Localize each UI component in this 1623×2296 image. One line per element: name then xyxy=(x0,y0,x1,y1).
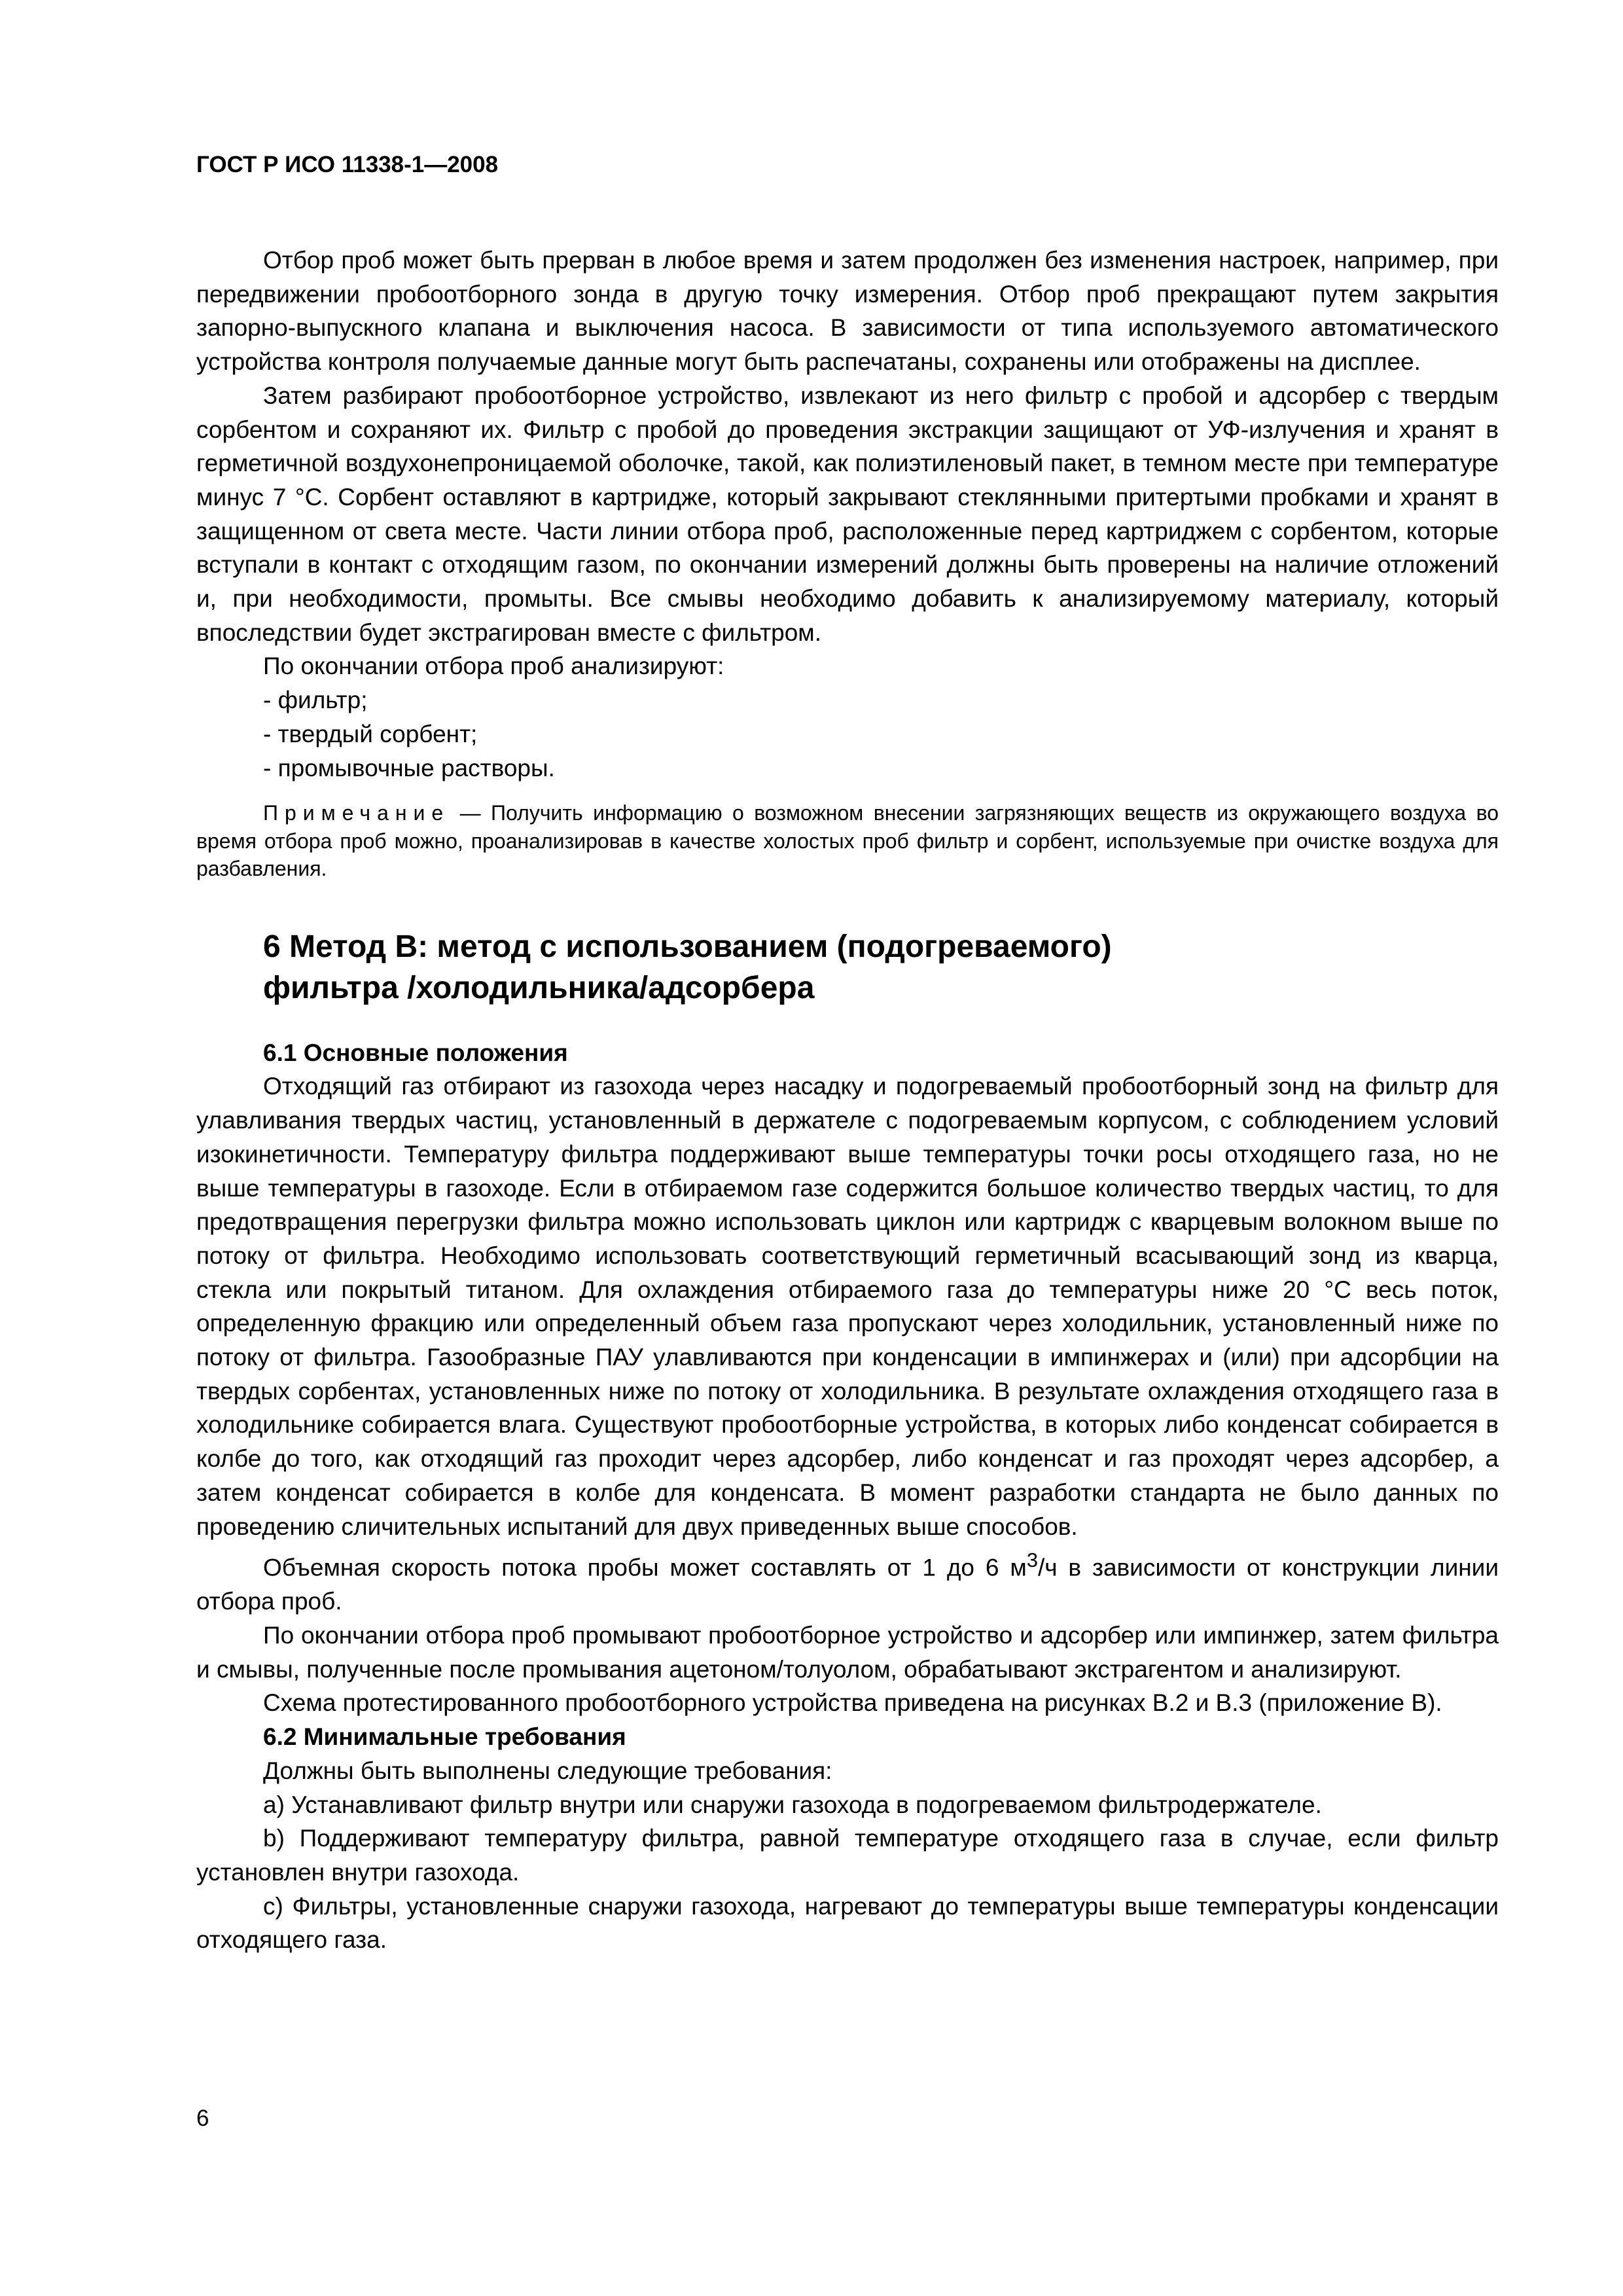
subsection-6-1-paragraph-2 xyxy=(196,1543,1499,1619)
requirement-c: с) Фильтры, установленные снаружи газохода, нагревают до температуры выше температуры конденсации отходящего газа. xyxy=(196,1892,1499,1954)
subsection-6-2-title: 6.2 Минимальные требования xyxy=(263,1723,626,1751)
subsection-6-2-intro: Должны быть выполнены следующие требования: xyxy=(263,1757,832,1784)
subsection-6-1-paragraph-1: Отходящий газ отбирают из газохода через насадку и подогреваемый пробоотборный зонд на фильтр для улавливания твердых частиц, установленный в держателе с подогреваемым корпусом, с соблюдением условий изокинетичности. Температуру фильтра поддерживают выше температуры точки росы отходящего газа, но не выше температуры в газоходе. Если в отбираемом газе содержится большое количество твердых частиц, то для предотвращения перегрузки фильтра можно использовать циклон или картридж с кварцевым волокном выше по потоку от фильтра. Необходимо использовать соответствующий герметичный всасывающий зонд из кварца, стекла или покрытый титаном. Для охлаждения отбираемого газа до температуры ниже 20 °С весь поток, определенную фракцию или определенный объем газа пропускают через холодильник, установленный ниже по потоку от фильтра. Газообразные ПАУ улавливаются при конденсации в импинжерах и (или) при адсорбции на твердых сорбентах, установленных ниже по потоку от холодильника. В результате охлаждения отходящего газа в холодильнике собирается влага. Существуют пробоотборные устройства, в которых либо конденсат собирается в колбе до того, как отходящий газ проходит через адсорбер, либо конденсат и газ проходят через адсорбер, а затем конденсат собирается в колбе для конденсата. В момент разработки стандарта не было данных по проведению сличительных испытаний для двух приведенных выше способов. xyxy=(196,1073,1499,1540)
subsection-6-1-paragraph-3: По окончании отбора проб промывают пробоотборное устройство и адсорбер или импинжер, затем фильтра и смывы, полученные после промывания ацетоном/толуолом, обрабатывают экстрагентом и анализируют. xyxy=(196,1622,1499,1683)
section-6-title-line-2: фильтра /холодильника/адсорбера xyxy=(263,970,815,1005)
subsection-6-1-paragraph-4: Схема протестированного пробоотборного устройства приведена на рисунках В.2 и В.3 (приложение В). xyxy=(263,1689,1442,1717)
requirement-a: а) Устанавливают фильтр внутри или снаружи газохода в подогреваемом фильтродержателе. xyxy=(263,1791,1322,1818)
section-6-title-line-1: 6 Метод В: метод с использованием (подогреваемого) xyxy=(263,929,1112,964)
note-label: Примечание xyxy=(263,801,450,825)
requirement-b: b) Поддерживают температуру фильтра, равной температуре отходящего газа в случае, если фильтр установлен внутри газохода. xyxy=(196,1825,1499,1886)
flow-rate-text-start: Объемная скорость потока пробы может составлять от 1 до 6 м xyxy=(263,1554,1027,1581)
intro-paragraph-2: Затем разбирают пробоотборное устройство, извлекают из него фильтр с пробой и адсорбер с твердым сорбентом и сохраняют их. Фильтр с пробой до проведения экстракции защищают от УФ-излучения и хранят в герметичной воздухонепроницаемой оболочке, такой, как полиэтиленовый пакет, в темном месте при температуре минус 7 °С. Сорбент оставляют в картридже, который закрывают стеклянными притертыми пробками и хранят в защищенном от света месте. Части линии отбора проб, расположенные перед картриджем с сорбентом, которые вступали в контакт с отходящим газом, по окончании измерений должны быть проверены на наличие отложений и, при необходимости, промыты. Все смывы необходимо добавить к анализируемому материалу, который впоследствии будет экстрагирован вместе с фильтром. xyxy=(196,382,1499,646)
flow-rate-text-end: /ч в зависимости от конструкции линии отбора проб. xyxy=(196,1554,1499,1615)
intro-paragraph-1: Отбор проб может быть прерван в любое время и затем продолжен без изменения настроек, например, при передвижении пробоотборного зонда в другую точку измерения. Отбор проб прекращают путем закрытия запорно-выпускного клапана и выключения насоса. В зависимости от типа используемого автоматического устройства контроля получаемые данные могут быть распечатаны, сохранены или отображены на дисплее. xyxy=(196,247,1499,376)
note-text: — Получить информацию о возможном внесении загрязняющих веществ из окружающего воздуха во время отбора проб можно, проанализировав в качестве холостых проб фильтр и сорбент, используемые при очистке воздуха для разбавления. xyxy=(196,801,1499,881)
list-item-washing-solutions: - промывочные растворы. xyxy=(263,754,555,781)
cubic-superscript: 3 xyxy=(1026,1549,1038,1572)
list-item-sorbent: - твердый сорбент; xyxy=(263,720,478,747)
intro-paragraph-3: По окончании отбора проб анализируют: xyxy=(263,653,724,680)
note xyxy=(196,799,1499,883)
page-content xyxy=(196,151,1499,1957)
list-item-filter: - фильтр; xyxy=(263,687,368,714)
subsection-6-1-title: 6.1 Основные положения xyxy=(263,1039,568,1066)
page-number: 6 xyxy=(196,2106,209,2131)
document-code-header: ГОСТ Р ИСО 11338-1—2008 xyxy=(196,152,499,177)
section-6-title xyxy=(263,926,1499,1009)
